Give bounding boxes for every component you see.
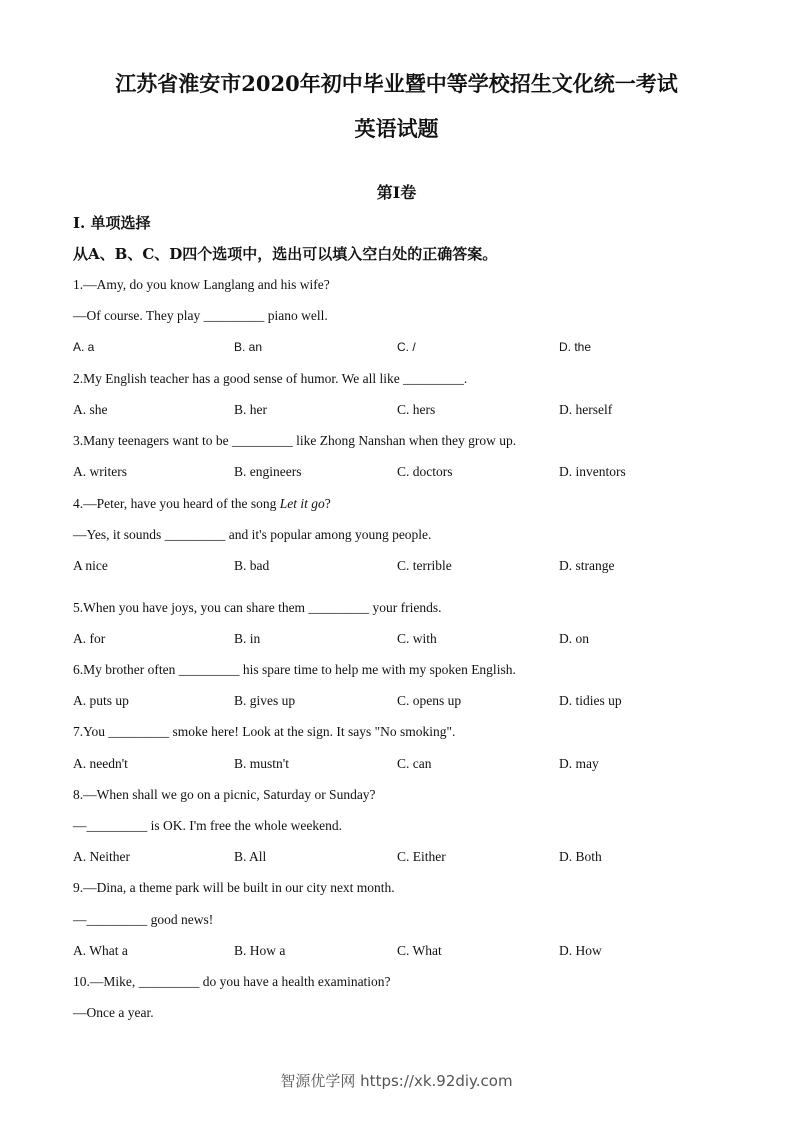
question-5-line-1: 5.When you have joys, you can share them _________ your friends. — [73, 600, 442, 615]
question-9-option-b: B. How a — [234, 943, 286, 958]
part-heading: I. 单项选择 — [73, 214, 151, 232]
question-3-option-c: C. doctors — [397, 464, 453, 479]
question-1-line-1: 1.—Amy, do you know Langlang and his wife? — [73, 277, 330, 292]
question-4-line-2: —Yes, it sounds _________ and it's popular among young people. — [73, 527, 432, 542]
question-4-option-d: D. strange — [559, 558, 615, 573]
question-7-option-c: C. can — [397, 756, 432, 771]
question-6-option-c: C. opens up — [397, 693, 462, 708]
question-4-option-a: A nice — [73, 558, 108, 573]
question-3-line-1: 3.Many teenagers want to be _________ like Zhong Nanshan when they grow up. — [73, 433, 517, 448]
question-8-option-a: A. Neither — [73, 849, 130, 864]
question-5-option-a: A. for — [73, 631, 106, 646]
question-8-option-d: D. Both — [559, 849, 602, 864]
question-4-line-1-end: ? — [324, 496, 331, 511]
question-5-option-b: B. in — [234, 631, 261, 646]
question-1-line-2: —Of course. They play _________ piano well. — [73, 308, 328, 323]
question-8-line-2: —_________ is OK. I'm free the whole weekend. — [73, 818, 342, 833]
question-2-option-d: D. herself — [559, 402, 613, 417]
question-7-line-1: 7.You _________ smoke here! Look at the sign. It says "No smoking". — [73, 724, 456, 739]
question-5-option-d: D. on — [559, 631, 589, 646]
question-9-option-c: C. What — [397, 943, 442, 958]
question-9-line-2: —_________ good news! — [73, 912, 214, 927]
question-10-line-1: 10.—Mike, _________ do you have a health examination? — [73, 974, 391, 989]
exam-title: 江苏省淮安市2020年初中毕业暨中等学校招生文化统一考试 — [115, 71, 678, 96]
question-4-option-b: B. bad — [234, 558, 270, 573]
question-10-line-2: —Once a year. — [73, 1005, 154, 1020]
question-4-option-c: C. terrible — [397, 558, 452, 573]
question-3-option-a: A. writers — [73, 464, 127, 479]
question-8-option-c: C. Either — [397, 849, 446, 864]
question-7-option-a: A. needn't — [73, 756, 128, 771]
question-1-option-c: C. / — [397, 340, 416, 354]
question-7-option-b: B. mustn't — [234, 756, 289, 771]
song-title: Let it go — [279, 496, 325, 511]
question-3-option-d: D. inventors — [559, 464, 626, 479]
question-2-option-c: C. hers — [397, 402, 436, 417]
question-5-option-c: C. with — [397, 631, 437, 646]
question-6-option-b: B. gives up — [234, 693, 296, 708]
question-4-line-1-text: 4.—Peter, have you heard of the song — [73, 496, 280, 511]
exam-subtitle: 英语试题 — [354, 116, 439, 141]
question-9-option-a: A. What a — [73, 943, 128, 958]
question-8-option-b: B. All — [234, 849, 267, 864]
question-3-option-b: B. engineers — [234, 464, 302, 479]
question-7-option-d: D. may — [559, 756, 599, 771]
question-6-option-a: A. puts up — [73, 693, 129, 708]
question-1-option-b: B. an — [234, 340, 263, 354]
question-2-line-1: 2.My English teacher has a good sense of humor. We all like _________. — [73, 371, 468, 386]
section-label: 第I卷 — [376, 183, 417, 202]
question-9-line-1: 9.—Dina, a theme park will be built in our city next month. — [73, 880, 395, 895]
question-1-option-d: D. the — [559, 340, 592, 354]
instruction: 从A、B、C、D四个选项中，选出可以填入空白处的正确答案。 — [73, 245, 498, 263]
question-9-option-d: D. How — [559, 943, 602, 958]
question-2-option-a: A. she — [73, 402, 108, 417]
question-6-option-d: D. tidies up — [559, 693, 622, 708]
question-8-line-1: 8.—When shall we go on a picnic, Saturday or Sunday? — [73, 787, 376, 802]
question-1-option-a: A. a — [73, 340, 95, 354]
watermark-footer: 智源优学网 https://xk.92diy.com — [280, 1072, 513, 1090]
question-2-option-b: B. her — [234, 402, 267, 417]
question-4-line-1 — [73, 496, 331, 512]
question-6-line-1: 6.My brother often _________ his spare time to help me with my spoken English. — [73, 662, 516, 677]
